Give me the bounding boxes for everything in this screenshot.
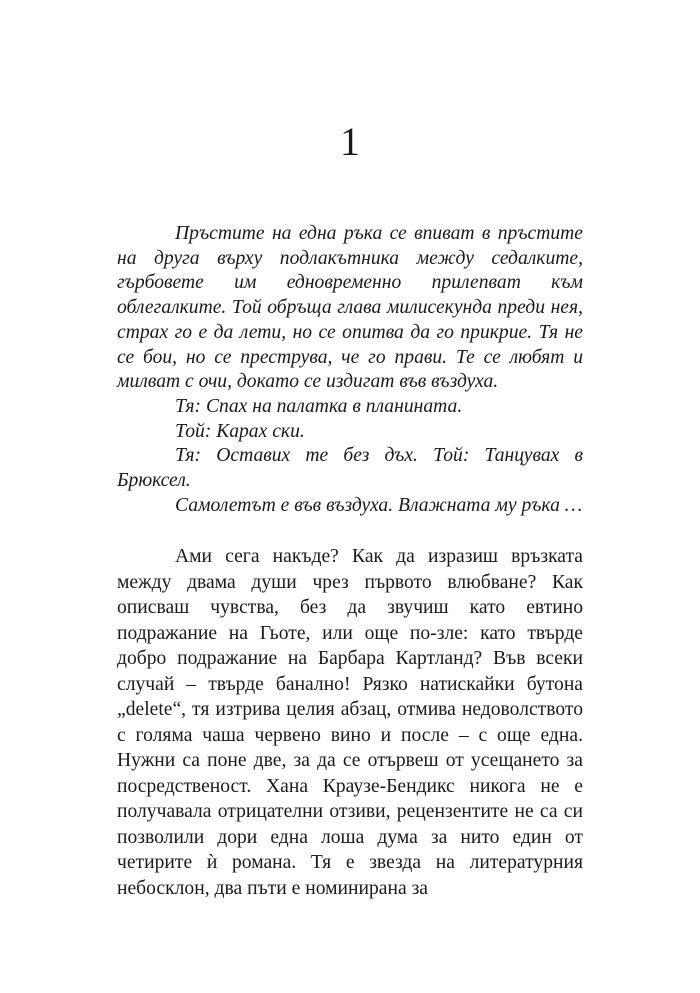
paragraph: Самолетът е във въздуха. Влажната му ръка …	[175, 494, 583, 516]
paragraph: Тя: Спах на палатка в планината.	[175, 395, 463, 417]
paragraph: Пръстите на една ръка се впиват в пръстите на друга върху подлакътника между седалките, гърбовете им едновременно прилепват към облегалките. Той обръща глава милисекунда преди нея, страх го е да лети, но се опитва да го прикрие. Тя не се бои, но се преструва, че го прави. Те се любят и милват с очи, докато се издигат във въздуха.	[117, 223, 583, 393]
paragraph: Ами сега накъде? Как да изразиш връзката между двама души чрез първото влюбване? Как описваш чувства, без да звучиш като евтино подражание на Гьоте, или още по-зле: като твърде добро подражание на Барбара Картланд? Във всеки случай – твърде банално! Рязко натискайки бутона „delete“, тя изтрива целия абзац, отмива недоволството с голяма чаша червено вино и после – с още една. Нужни са поне две, за да се отървеш от усещането за посредственост. Хана Краузе-Бендикс никога не е получавала отрицателни отзиви, рецензентите не са си позволили дори една лоша дума за нито един от четирите ѝ романа. Тя е звезда на литературния небосклон, два пъти е номинирана за	[117, 546, 583, 899]
paragraph: Тя: Оставих те без дъх. Той: Танцувах в Брюксел.	[117, 445, 583, 492]
chapter-number: 1	[340, 119, 360, 164]
body-passage	[117, 544, 583, 901]
paragraph: Той: Карах ски.	[175, 420, 305, 442]
italic-passage	[117, 222, 583, 518]
